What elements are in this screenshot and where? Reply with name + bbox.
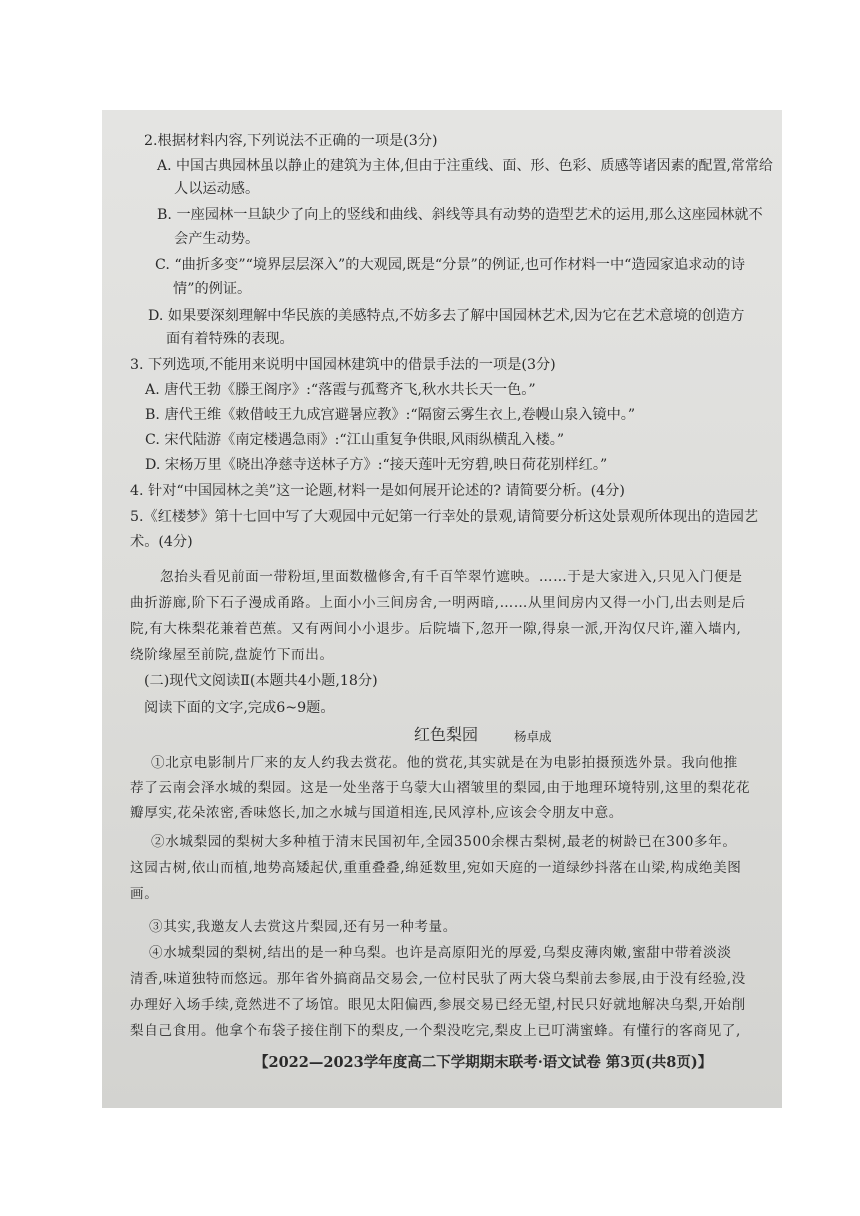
q3-stem: 3. 下列选项,不能用来说明中国园林建筑中的借景手法的一项是(3分) xyxy=(130,357,556,373)
page-footer: 【2022—2023学年度高二下学期期末联考·语文试卷 第3页(共8页)】 xyxy=(254,1054,713,1071)
story-author: 杨卓成 xyxy=(514,729,552,744)
q2-option-b-line2: 会产生动势。 xyxy=(174,231,260,247)
excerpt-line2: 曲折游廊,阶下石子漫成甬路。上面小小三间房舍,一明两暗,……从里间房内又得一小门,出去则是后 xyxy=(130,595,746,611)
q2-option-c-line1: C. “曲折多变”“境界层层深入”的大观园,既是“分景”的例证,也可作材料一中“造园家追求动的诗 xyxy=(155,257,745,273)
story-p3: ③其实,我邀友人去赏这片梨园,还有另一种考量。 xyxy=(149,919,457,935)
q3-option-c: C. 宋代陆游《南定楼遇急雨》:“江山重复争供眼,风雨纵横乱入楼。” xyxy=(145,432,565,448)
story-p2-line3: 画。 xyxy=(130,886,159,902)
q3-option-a: A. 唐代王勃《滕王阁序》:“落霞与孤鹜齐飞,秋水共长天一色。” xyxy=(145,382,536,398)
story-p2-line1: ②水城梨园的梨树大多种植于清末民国初年,全园3500余棵古梨树,最老的树龄已在300多年。 xyxy=(151,834,737,850)
story-p4-line4: 梨自己食用。他拿个布袋子接住削下的梨皮,一个梨没吃完,梨皮上已叮满蜜蜂。有懂行的客商见了, xyxy=(130,1023,741,1039)
story-p2-line2: 这园古树,依山而植,地势高矮起伏,重重叠叠,绵延数里,宛如天庭的一道绿纱抖落在山梁,构成绝美图 xyxy=(130,860,742,876)
story-p1-line1: ①北京电影制片厂来的友人约我去赏花。他的赏花,其实就是在为电影拍摄预选外景。我向他推 xyxy=(151,755,738,771)
excerpt-line3: 院,有大株梨花兼着芭蕉。又有两间小小退步。后院墙下,忽开一隙,得泉一派,开沟仅尺许,灌入墙内, xyxy=(130,621,742,637)
q2-option-c-line2: 情”的例证。 xyxy=(173,281,252,297)
section2-heading: (二)现代文阅读Ⅱ(本题共4小题,18分) xyxy=(144,673,378,689)
story-title: 红色梨园 xyxy=(414,725,479,744)
q5-line1: 5.《红楼梦》第十七回中写了大观园中元妃第一行幸处的景观,请简要分析这处景观所体现出的造园艺 xyxy=(130,509,759,525)
section2-instruction: 阅读下面的文字,完成6~9题。 xyxy=(144,700,335,716)
q3-option-d: D. 宋杨万里《晓出净慈寺送林子方》:“接天莲叶无穷碧,映日荷花别样红。” xyxy=(145,457,608,473)
q4-text: 4. 针对“中国园林之美”这一论题,材料一是如何展开论述的? 请简要分析。(4分) xyxy=(130,483,625,499)
story-p4-line3: 办理好入场手续,竟然进不了场馆。眼见太阳偏西,参展交易已经无望,村民只好就地解决乌梨,开始削 xyxy=(130,997,746,1013)
excerpt-line1: 忽抬头看见前面一带粉垣,里面数楹修舍,有千百竿翠竹遮映。……于是大家进入,只见入门便是 xyxy=(160,569,743,585)
story-p4-line2: 清香,味道独特而悠远。那年省外搞商品交易会,一位村民驮了两大袋乌梨前去参展,由于没有经验,没 xyxy=(130,971,746,987)
q3-option-b: B. 唐代王维《敕借岐王九成宫避暑应教》:“隔窗云雾生衣上,卷幔山泉入镜中。” xyxy=(145,407,636,423)
excerpt-line4: 绕阶缘屋至前院,盘旋竹下而出。 xyxy=(130,647,334,663)
q2-option-b-line1: B. 一座园林一旦缺少了向上的竖线和曲线、斜线等具有动势的造型艺术的运用,那么这座园林就不 xyxy=(157,207,763,223)
exam-page xyxy=(102,110,782,1108)
q5-line2: 术。(4分) xyxy=(130,534,193,550)
story-p1-line3: 瓣厚实,花朵浓密,香味悠长,加之水城与国道相连,民风淳朴,应该会令朋友中意。 xyxy=(130,805,623,821)
q2-stem: 2.根据材料内容,下列说法不正确的一项是(3分) xyxy=(144,133,438,149)
story-p4-line1: ④水城梨园的梨树,结出的是一种乌梨。也许是高原阳光的厚爱,乌梨皮薄肉嫩,蜜甜中带着淡淡 xyxy=(149,945,732,961)
q2-option-a-line2: 人以运动感。 xyxy=(174,181,260,197)
story-p1-line2: 荐了云南会泽水城的梨园。这是一处坐落于乌蒙大山褶皱里的梨园,由于地理环境特别,这里的梨花花 xyxy=(130,780,751,796)
q2-option-d-line1: D. 如果要深刻理解中华民族的美感特点,不妨多去了解中国园林艺术,因为它在艺术意境的创造方 xyxy=(148,308,745,324)
q2-option-a-line1: A. 中国古典园林虽以静止的建筑为主体,但由于注重线、面、形、色彩、质感等诸因素的配置,常常给 xyxy=(157,158,773,174)
q2-option-d-line2: 面有着特殊的表现。 xyxy=(166,331,294,347)
